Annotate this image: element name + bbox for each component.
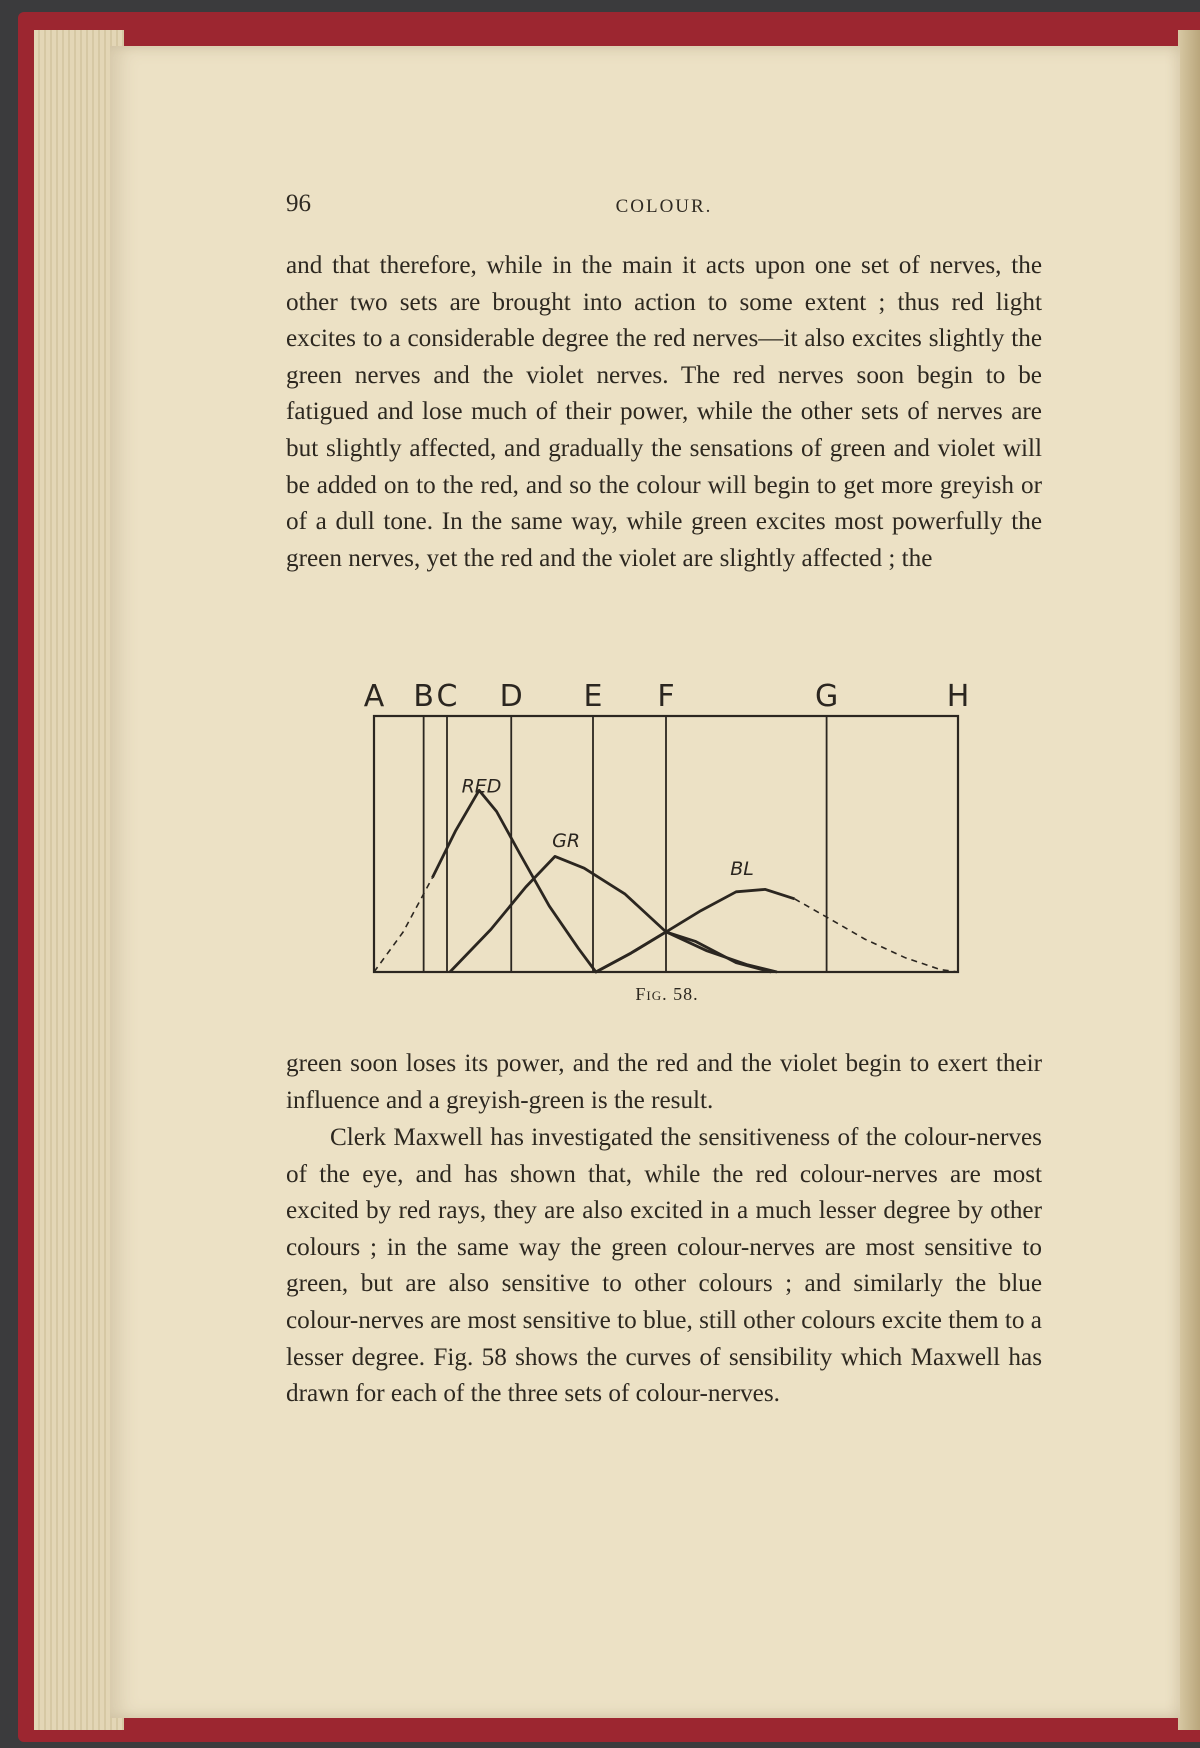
fraunhofer-label-d: D xyxy=(499,679,523,714)
paragraph-1: and that therefore, while in the main it acts upon one set of nerves, the other two sets are brought into action to some extent ; thus red light excites to a considerable degree the red nerves—it also excites slightly the green nerves and the violet nerves. The red nerves soon begin to be fatigued and lose much of their power, while the other sets of nerves are but slightly affected, and gradually the sensations of green and violet will be added on to the red, and so the colour will begin to get more greyish or of a dull tone. In the same way, while green excites most powerfully the green nerves, yet the red and the violet are slightly affected ; the xyxy=(286,252,1042,572)
fraunhofer-label-f: F xyxy=(657,679,675,714)
figure-caption: Fig. 58. xyxy=(635,984,699,1004)
curve-gr xyxy=(450,856,777,972)
fraunhofer-label-e: E xyxy=(583,679,603,714)
curve-bl xyxy=(596,889,795,972)
curve-label-bl: BL xyxy=(730,858,754,881)
curve-red xyxy=(432,790,771,972)
paragraph-2: green soon loses its power, and the red and the violet begin to exert their influence and a greyish-green is the result. xyxy=(286,1050,1042,1114)
figure-58 xyxy=(362,672,972,1012)
sensitivity-chart xyxy=(362,672,972,1012)
page-header xyxy=(286,190,1042,226)
fraunhofer-label-a: A xyxy=(363,679,385,714)
page-right-edge xyxy=(1178,30,1200,1730)
page-number: 96 xyxy=(286,190,311,217)
fraunhofer-label-c: C xyxy=(436,679,458,714)
fraunhofer-label-b: B xyxy=(413,679,434,714)
curve-bl-dashed xyxy=(795,899,959,972)
paragraph-3: Clerk Maxwell has investigated the sensitiveness of the colour-nerves of the eye, and has shown that, while the red colour-nerves are most excited by red rays, they are also excited in a much lesser degree by other colours ; in the same way the green colour-nerves are most sensitive to green, but are also sensitive to other colours ; and similarly the blue colour-nerves are most sensitive to blue, still other colours excite them to a lesser degree. Fig. 58 shows the curves of sensibility which Maxwell has drawn for each of the three sets of colour-nerves. xyxy=(286,1124,1042,1408)
fraunhofer-label-h: H xyxy=(946,679,970,714)
curve-label-gr: GR xyxy=(552,829,581,852)
curve-label-red: RED xyxy=(461,775,502,798)
running-title: COLOUR. xyxy=(615,196,713,217)
fraunhofer-label-g: G xyxy=(814,679,839,714)
